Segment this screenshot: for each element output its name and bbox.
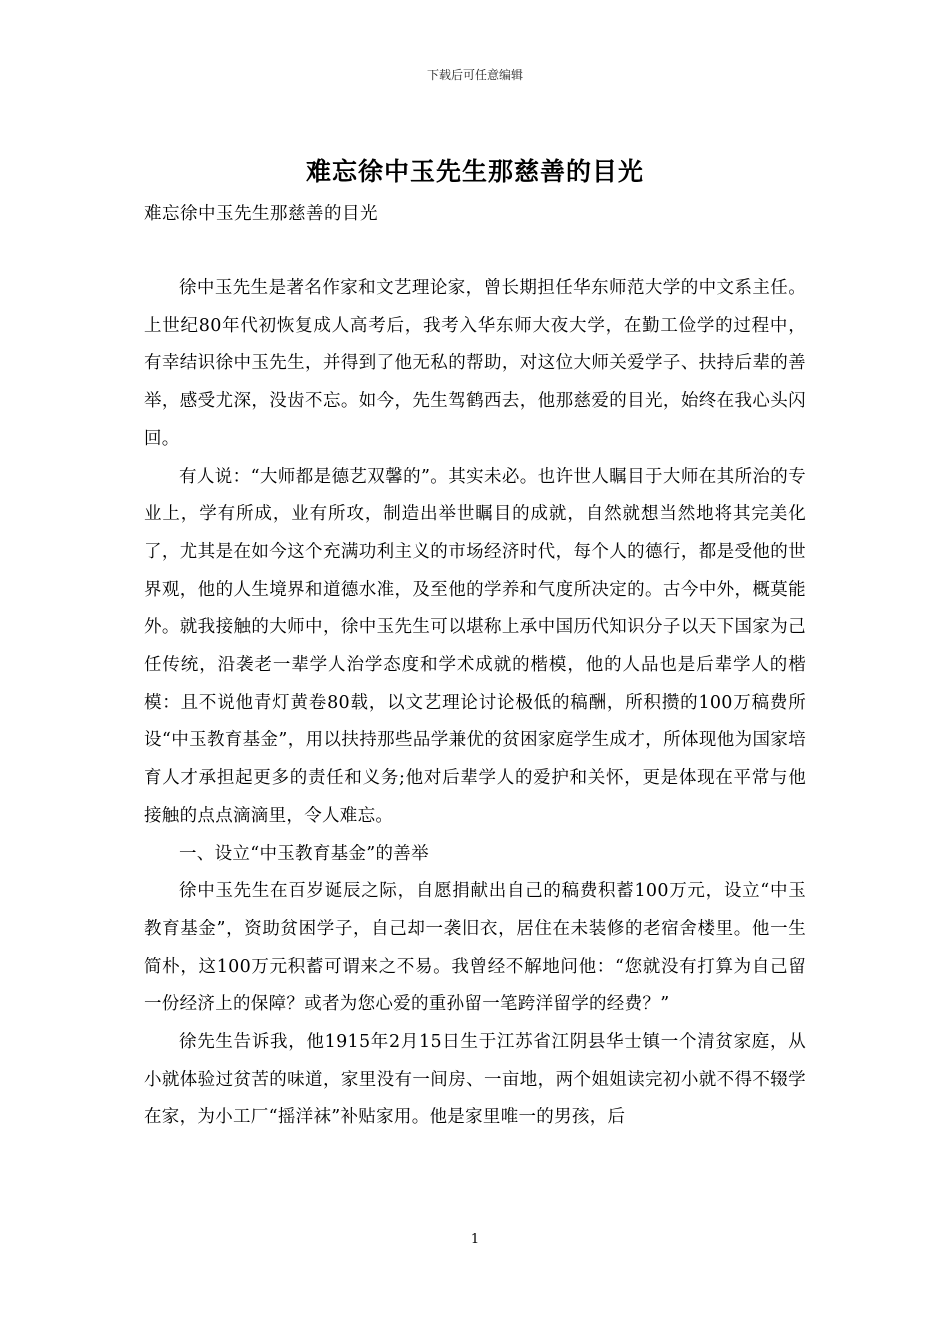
document-subtitle: 难忘徐中玉先生那慈善的目光 [144, 204, 378, 224]
paragraph: 徐中玉先生在百岁诞辰之际，自愿捐献出自己的稿费积蓄100万元，设立“中玉教育基金”，资助贫困学子，自己却一袭旧衣，居住在未装修的老宿舍楼里。他一生简朴，这100万元积蓄可谓来之不易。我曾经不解地问他：“您就没有打算为自己留一份经济上的保障？或者为您心爱的重孙留一笔跨洋留学的经费？” [144, 881, 806, 1015]
document-title: 难忘徐中玉先生那慈善的目光 [305, 157, 644, 186]
paragraph: 徐先生告诉我，他1915年2月15日生于江苏省江阴县华士镇一个清贫家庭，从小就体验过贫苦的味道，家里没有一间房、一亩地，两个姐姐读完初小就不得不辍学在家，为小工厂“摇洋袜”补贴家用。他是家里唯一的男孩，后 [144, 1032, 806, 1128]
section-heading: 一、设立“中玉教育基金”的善举 [179, 843, 429, 864]
document-body [144, 270, 806, 1137]
page-header: 下载后可任意编辑 [426, 68, 523, 82]
paragraph: 徐中玉先生是著名作家和文艺理论家，曾长期担任华东师范大学的中文系主任。上世纪80年代初恢复成人高考后，我考入华东师大夜大学，在勤工俭学的过程中，有幸结识徐中玉先生，并得到了他无私的帮助，对这位大师关爱学子、扶持后辈的善举，感受尤深，没齿不忘。如今，先生驾鹤西去，他那慈爱的目光，始终在我心头闪回。 [144, 278, 806, 449]
page-number: 1 [470, 1232, 480, 1247]
paragraph: 有人说：“大师都是德艺双馨的”。其实未必。也许世人瞩目于大师在其所治的专业上，学有所成，业有所攻，制造出举世瞩目的成就，自然就想当然地将其完美化了，尤其是在如今这个充满功利主义的市场经济时代，每个人的德行，都是受他的世界观，他的人生境界和道德水准，及至他的学养和气度所决定的。古今中外，概莫能外。就我接触的大师中，徐中玉先生可以堪称上承中国历代知识分子以天下国家为己任传统，沿袭老一辈学人治学态度和学术成就的楷模，他的人品也是后辈学人的楷模：且不说他青灯黄卷80载，以文艺理论讨论极低的稿酬，所积攒的100万稿费所设“中玉教育基金”，用以扶持那些品学兼优的贫困家庭学生成才，所体现他为国家培育人才承担起更多的责任和义务;他对后辈学人的爱护和关怀，更是体现在平常与他接触的点点滴滴里，令人难忘。 [144, 466, 806, 826]
